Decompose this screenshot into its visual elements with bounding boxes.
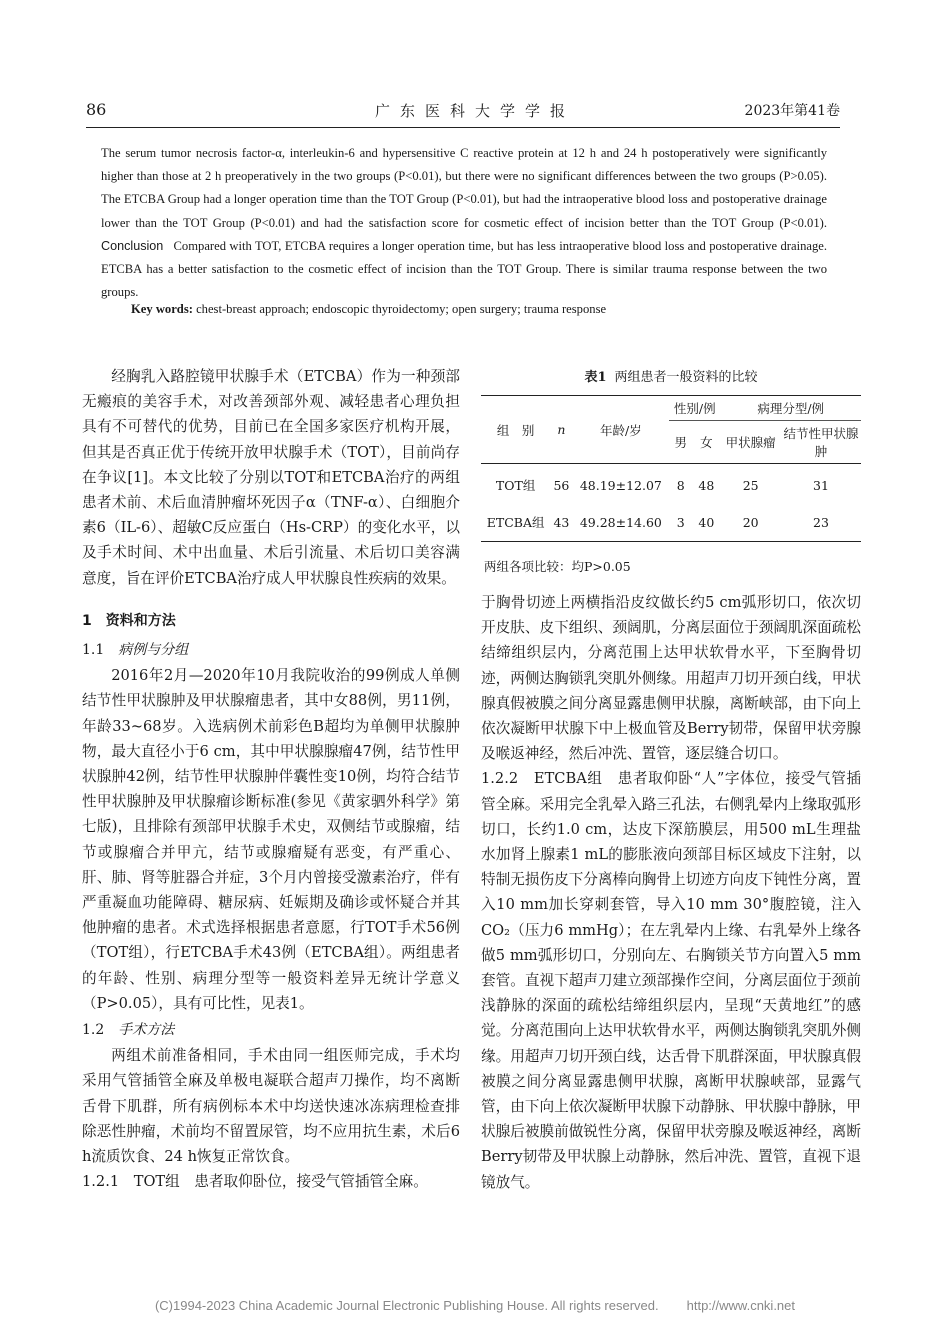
cell-group: TOT组 <box>495 478 536 493</box>
header-rule <box>86 127 840 128</box>
cell-goiter: 23 <box>781 497 861 542</box>
th-female: 女 <box>692 421 720 464</box>
table-caption <box>481 366 861 385</box>
table-row <box>481 464 861 498</box>
cell-age: 48.19±12.07 <box>579 477 662 493</box>
left-column <box>82 364 460 1195</box>
th-sex: 性别/例 <box>669 396 720 421</box>
cell-n: 56 <box>553 477 570 493</box>
th-age: 年龄/岁 <box>573 396 670 464</box>
subsection-number: 1.2 <box>82 1022 105 1039</box>
tot-method-continued: 于胸骨切迹上两横指沿皮纹做长约5 cm弧形切口，依次切开皮肤、皮下组织、颈阔肌，分离层面位于颈阔肌深面疏松结缔组织层内，分离范围上达甲状软骨水平，下至胸骨切迹，两侧达胸锁乳突肌外侧缘。用超声刀切开颈白线，甲状腺真假被膜之间分离显露患侧甲状腺，离断峡部，由下向上依次凝断甲状腺下中上极血管及Berry韧带，保留甲状旁腺及喉返神经，然后冲洗、置管，逐层缝合切口。 <box>481 594 861 763</box>
cell-male: 3 <box>669 497 692 542</box>
table-title: 两组患者一般资料的比较 <box>614 370 758 385</box>
subsection-title: 病例与分组 <box>118 642 189 659</box>
cell-adenoma: 20 <box>720 497 781 542</box>
copyright-text: (C)1994-2023 China Academic Journal Electronic Publishing House. All rights reserved. <box>154 1298 659 1313</box>
baseline-table <box>481 395 861 542</box>
subsection-heading-1-2 <box>82 1018 460 1043</box>
cell-female: 40 <box>692 497 720 542</box>
page-number: 86 <box>86 100 107 119</box>
copyright-footer <box>0 1298 950 1313</box>
abstract-results: The serum tumor necrosis factor-α, interleukin-6 and hypersensitive C reactive protein at 12 h and 24 h postoperatively were significantly higher than those at 2 h preoperatively in the two groups (P<0.01), but there were no significant differences between the two groups (P>0.05). The ETCBA Group had a longer operation time than the TOT Group (P<0.01), but had the intraoperative blood loss and postoperative drainage lower than the TOT Group (P<0.01) and had the satisfaction score for cosmetic effect of incision better than the TOT Group (P<0.01). <box>101 146 827 230</box>
cell-adenoma: 25 <box>742 477 759 493</box>
keywords-list: chest-breast approach; endoscopic thyroidectomy; open surgery; trauma response <box>196 302 607 316</box>
etcba-method-paragraph: 1.2.2 ETCBA组 患者取仰卧“人”字体位，接受气管插管全麻。采用完全乳晕入路三孔法，右侧乳晕内上缘取弧形切口，长约1.0 cm，达皮下深筋膜层，用500 mL生理盐水加肾上腺素1 mL的膨胀液向颈部目标区域皮下注射，以特制无损伤皮下分离棒向胸骨上切迹方向皮下钝性分离，置入10 mm加长穿刺套管，导入10 mm 30°腹腔镜，注入CO₂（压力6 mmHg）；在左乳晕内上缘、右乳晕外上缘各做5 mm弧形切口，分别向左、右胸锁关节方向置入5 mm套管。直视下超声刀建立颈部操作空间，分离层面位于颈前浅静脉的深面的疏松结缔组织层内，呈现“天黄地红”的感觉。分离范围向上达甲状软骨水平，两侧达胸锁乳突肌外侧缘。用超声刀切开颈白线，达舌骨下肌群深面，甲状腺真假被膜之间分离显露患侧甲状腺，离断甲状腺峡部，显露气管，由下向上依次凝断甲状腺下动静脉、甲状腺中静脉，甲状腺后被膜前做锐性分离，保留甲状旁腺及喉返神经，离断Berry韧带及甲状腺上动静脉，然后冲洗、置管，直视下退镜放气。 <box>481 770 861 1191</box>
cnki-link[interactable]: http://www.cnki.net <box>686 1298 796 1313</box>
th-goiter: 结节性甲状腺肿 <box>781 421 861 464</box>
keywords <box>131 302 831 317</box>
abstract-text <box>101 142 827 304</box>
subsection-title: 手术方法 <box>118 1022 175 1039</box>
tot-method-start: 1.2.1 TOT组 患者取仰卧位，接受气管插管全麻。 <box>82 1173 428 1191</box>
th-male: 男 <box>669 421 692 464</box>
conclusion-label: Conclusion <box>101 238 164 253</box>
subsection-heading-1-1 <box>82 638 460 663</box>
th-adenoma: 甲状腺瘤 <box>720 421 781 464</box>
cell-age: 49.28±14.60 <box>573 497 670 542</box>
intro-paragraph: 经胸乳入路腔镜甲状腺手术（ETCBA）作为一种颈部无瘢痕的美容手术，对改善颈部外观、减轻患者心理负担具有不可替代的优势，目前已在全国多家医疗机构开展，但其是否真正优于传统开放甲状腺手术（TOT），目前尚存在争议[1]。本文比较了分别以TOT和ETCBA治疗的两组患者术前、术后血清肿瘤坏死因子α（TNF-α）、白细胞介素6（IL-6）、超敏C反应蛋白（Hs-CRP）的变化水平，以及手术时间、术中出血量、术后引流量、术后切口美容满意度，旨在评价ETCBA治疗成人甲状腺良性疾病的效果。 <box>82 368 460 587</box>
th-pathology: 病理分型/例 <box>720 396 861 421</box>
method-paragraph: 两组术前准备相同，手术由同一组医师完成，手术均采用气管插管全麻及单极电凝联合超声刀操作，均不离断舌骨下肌群，所有病例标本术中均送快速冰冻病理检查排除恶性肿瘤，术前均不留置尿管，均不应用抗生素，术后6 h流质饮食、24 h恢复正常饮食。 <box>82 1047 460 1166</box>
volume-info: 2023年第41卷 <box>744 103 840 119</box>
cell-group: ETCBA组 <box>481 497 550 542</box>
table-note: 两组各项比较：均P>0.05 <box>484 559 631 574</box>
cases-paragraph: 2016年2月—2020年10月我院收治的99例成人单侧结节性甲状腺肿及甲状腺瘤患者，其中女88例，男11例，年龄33~68岁。入选病例术前彩色B超均为单侧甲状腺肿物，最大直径小于6 cm，其中甲状腺腺瘤47例，结节性甲状腺肿42例，结节性甲状腺肿伴囊性变10例，均符合结节性甲状腺肿及甲状腺瘤诊断标准(参见《黄家驷外科学》第七版)，且排除有颈部甲状腺手术史，双侧结节或腺瘤，结节或腺瘤合并甲亢，结节或腺瘤疑有恶变，有严重心、肝、肺、肾等脏器合并症，3个月内曾接受激素治疗，伴有严重凝血功能障碍、糖尿病、妊娠期及确诊或怀疑合并其他肿瘤的患者。术式选择根据患者意愿，行TOT手术56例（TOT组），行ETCBA手术43例（ETCBA组）。两组患者的年龄、性别、病理分型等一般资料差异无统计学意义（P>0.05），具有可比性，见表1。 <box>82 667 460 1012</box>
journal-title: 广东医科大学学报 <box>374 102 575 120</box>
right-column <box>481 590 861 1195</box>
section-heading-1: 1 资料和方法 <box>82 612 176 629</box>
cell-female: 48 <box>698 477 715 493</box>
keywords-label: Key words: <box>131 302 193 316</box>
th-n: n <box>550 396 572 464</box>
th-group: 组 别 <box>481 396 550 464</box>
cell-n: 43 <box>550 497 572 542</box>
table-row <box>481 497 861 542</box>
subsection-number: 1.1 <box>82 642 105 659</box>
cell-goiter: 31 <box>813 477 829 493</box>
cell-male: 8 <box>676 477 685 493</box>
abstract-conclusion: Compared with TOT, ETCBA requires a longer operation time, but has less intraoperative blood loss and postoperative drainage. ETCBA has a better satisfaction to the cosmetic effect of incision than the TOT Group. There is similar trauma response between the two groups. <box>101 238 827 300</box>
table-label: 表1 <box>584 370 607 385</box>
